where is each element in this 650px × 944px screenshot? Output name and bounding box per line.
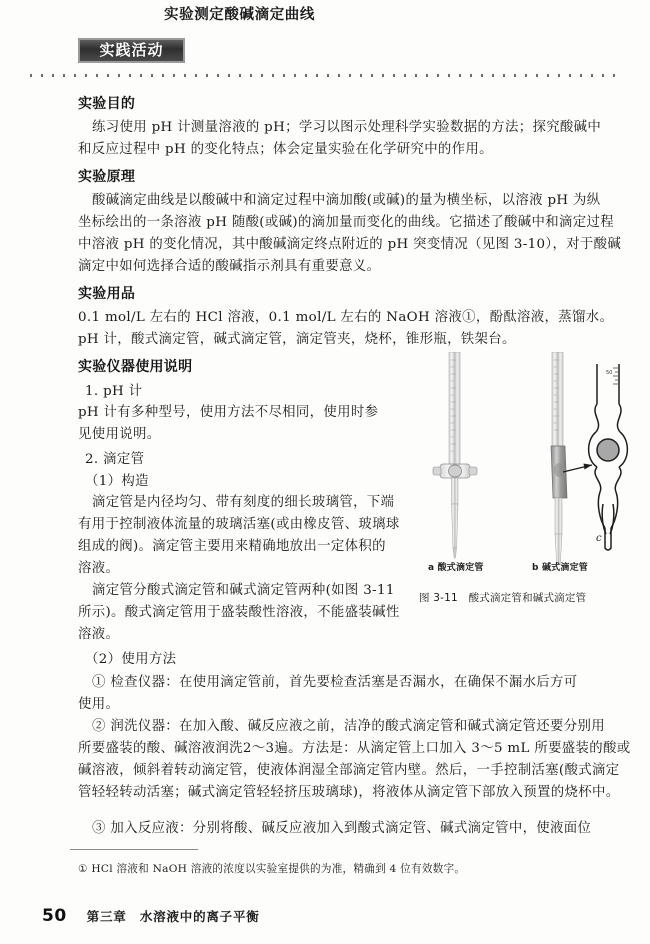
bead-detail-sphere: [597, 439, 619, 461]
purpose-line-2: 和反应过程中 pH 的变化特点；体会定量实验在化学研究中的作用。: [78, 142, 493, 157]
page-number: 50: [42, 906, 67, 926]
figure-caption-a: a 酸式滴定管: [428, 563, 484, 573]
section-heading-principle: 实验原理: [78, 169, 136, 185]
section-heading-purpose: 实验目的: [78, 96, 136, 112]
materials-line-2: pH 计，酸式滴定管，碱式滴定管，滴定管夹，烧杯，锥形瓶，铁架台。: [78, 332, 516, 347]
structure-line-5: 滴定管分酸式滴定管和碱式滴定管两种(如图 3-11: [92, 583, 395, 598]
footnote-text: ① HCl 溶液和 NaOH 溶液的浓度以实验室提供的为准，精确到 4 位有效数字。: [78, 863, 466, 875]
figure-label-c: c: [596, 533, 602, 544]
instrument-item-1-line-1: pH 计有多种型号，使用方法不尽相同，使用时参: [78, 405, 379, 420]
burette-diagram-svg: [420, 352, 632, 614]
usage-step-2-line-2: 所要盛装的酸、碱溶液润洗2～3遍。方法是：从滴定管上口加入 3～5 mL 所要盛装的酸或: [78, 741, 631, 756]
instrument-item-2-title: 2. 滴定管: [85, 452, 145, 467]
page-footer: [42, 906, 260, 926]
materials-line-1: 0.1 mol/L 左右的 HCl 溶液，0.1 mol/L 左右的 NaOH 溶液①，酚酞溶液，蒸馏水。: [78, 310, 614, 325]
usage-step-1-line-1: ① 检查仪器：在使用滴定管前，首先要检查活塞是否漏水，在确保不漏水后方可: [92, 675, 578, 690]
acid-burette-figure: [433, 352, 477, 558]
usage-step-1-line-2: 使用。: [78, 697, 120, 712]
instrument-item-2-sub-structure: （1）构造: [85, 474, 149, 489]
figure-3-11-burettes: [420, 352, 632, 614]
detail-scale-label: 50: [606, 370, 613, 376]
activity-banner-label: 实践活动: [99, 41, 164, 59]
structure-line-4: 溶液。: [78, 561, 120, 576]
section-heading-instruments: 实验仪器使用说明: [78, 359, 193, 375]
structure-line-6: 所示)。酸式滴定管用于盛装酸性溶液，不能盛装碱性: [78, 605, 400, 620]
purpose-line-1: 练习使用 pH 计测量溶液的 pH；学习以图示处理科学实验数据的方法；探究酸碱中: [92, 120, 602, 135]
activity-banner: [78, 38, 185, 63]
callout-arrow: [563, 464, 592, 473]
usage-step-2-line-1: ② 润洗仪器：在加入酸、碱反应液之前，洁净的酸式滴定管和碱式滴定管还要分别用: [92, 719, 606, 734]
principle-line-2: 坐标绘出的一条溶液 pH 随酸(或碱)的滴加量而变化的曲线。它描述了酸碱中和滴定过程: [78, 215, 614, 230]
structure-line-3: 组成的阀)。滴定管主要用来精确地放出一定体积的: [78, 539, 386, 554]
footer-chapter-title: 第三章 水溶液中的离子平衡: [86, 909, 260, 924]
page-header: [78, 38, 578, 64]
principle-line-4: 滴定中如何选择合适的酸碱指示剂具有重要意义。: [78, 259, 381, 274]
figure-caption-b: b 碱式滴定管: [532, 563, 588, 573]
structure-line-1: 滴定管是内径均匀、带有刻度的细长玻璃管，下端: [92, 495, 395, 510]
usage-step-2-line-4: 管轻轻转动活塞；碱式滴定管轻轻挤压玻璃球)，将液体从滴定管下部放入预置的烧杯中。: [78, 785, 620, 800]
section-heading-materials: 实验用品: [78, 286, 136, 302]
footnote-divider: [70, 849, 198, 850]
instrument-item-1-line-2: 见使用说明。: [78, 427, 161, 442]
structure-line-7: 溶液。: [78, 627, 120, 642]
principle-line-1: 酸碱滴定曲线是以酸碱中和滴定过程中滴加酸(或碱)的量为横坐标，以溶液 pH 为纵: [92, 193, 601, 208]
principle-line-3: 中溶液 pH 的变化情况，其中酸碱滴定终点附近的 pH 突变情况（见图 3-10），对于酸碱: [78, 237, 622, 252]
instrument-item-2-sub-usage: （2）使用方法: [85, 652, 177, 667]
figure-caption-main: 图 3-11 酸式滴定管和碱式滴定管: [419, 592, 587, 604]
usage-step-3-line-1: ③ 加入反应液：分别将酸、碱反应液加入到酸式滴定管、碱式滴定管中，使液面位: [92, 821, 592, 836]
stopcock-plug: [449, 465, 462, 477]
usage-step-2-line-3: 碱溶液，倾斜着转动滴定管，使液体润湿全部滴定管内壁。然后，一手控制活塞(酸式滴定: [78, 763, 620, 778]
header-dotted-divider: [30, 74, 620, 77]
base-burette-figure: [551, 352, 567, 564]
instrument-item-1-title: 1. pH 计: [85, 384, 143, 399]
page-title: 实验测定酸碱滴定曲线: [164, 7, 315, 23]
structure-line-2: 有用于控制液体流量的玻璃活塞(或由橡皮管、玻璃球: [78, 517, 400, 532]
glass-bead: [554, 463, 564, 477]
bead-detail-figure: [589, 364, 628, 550]
